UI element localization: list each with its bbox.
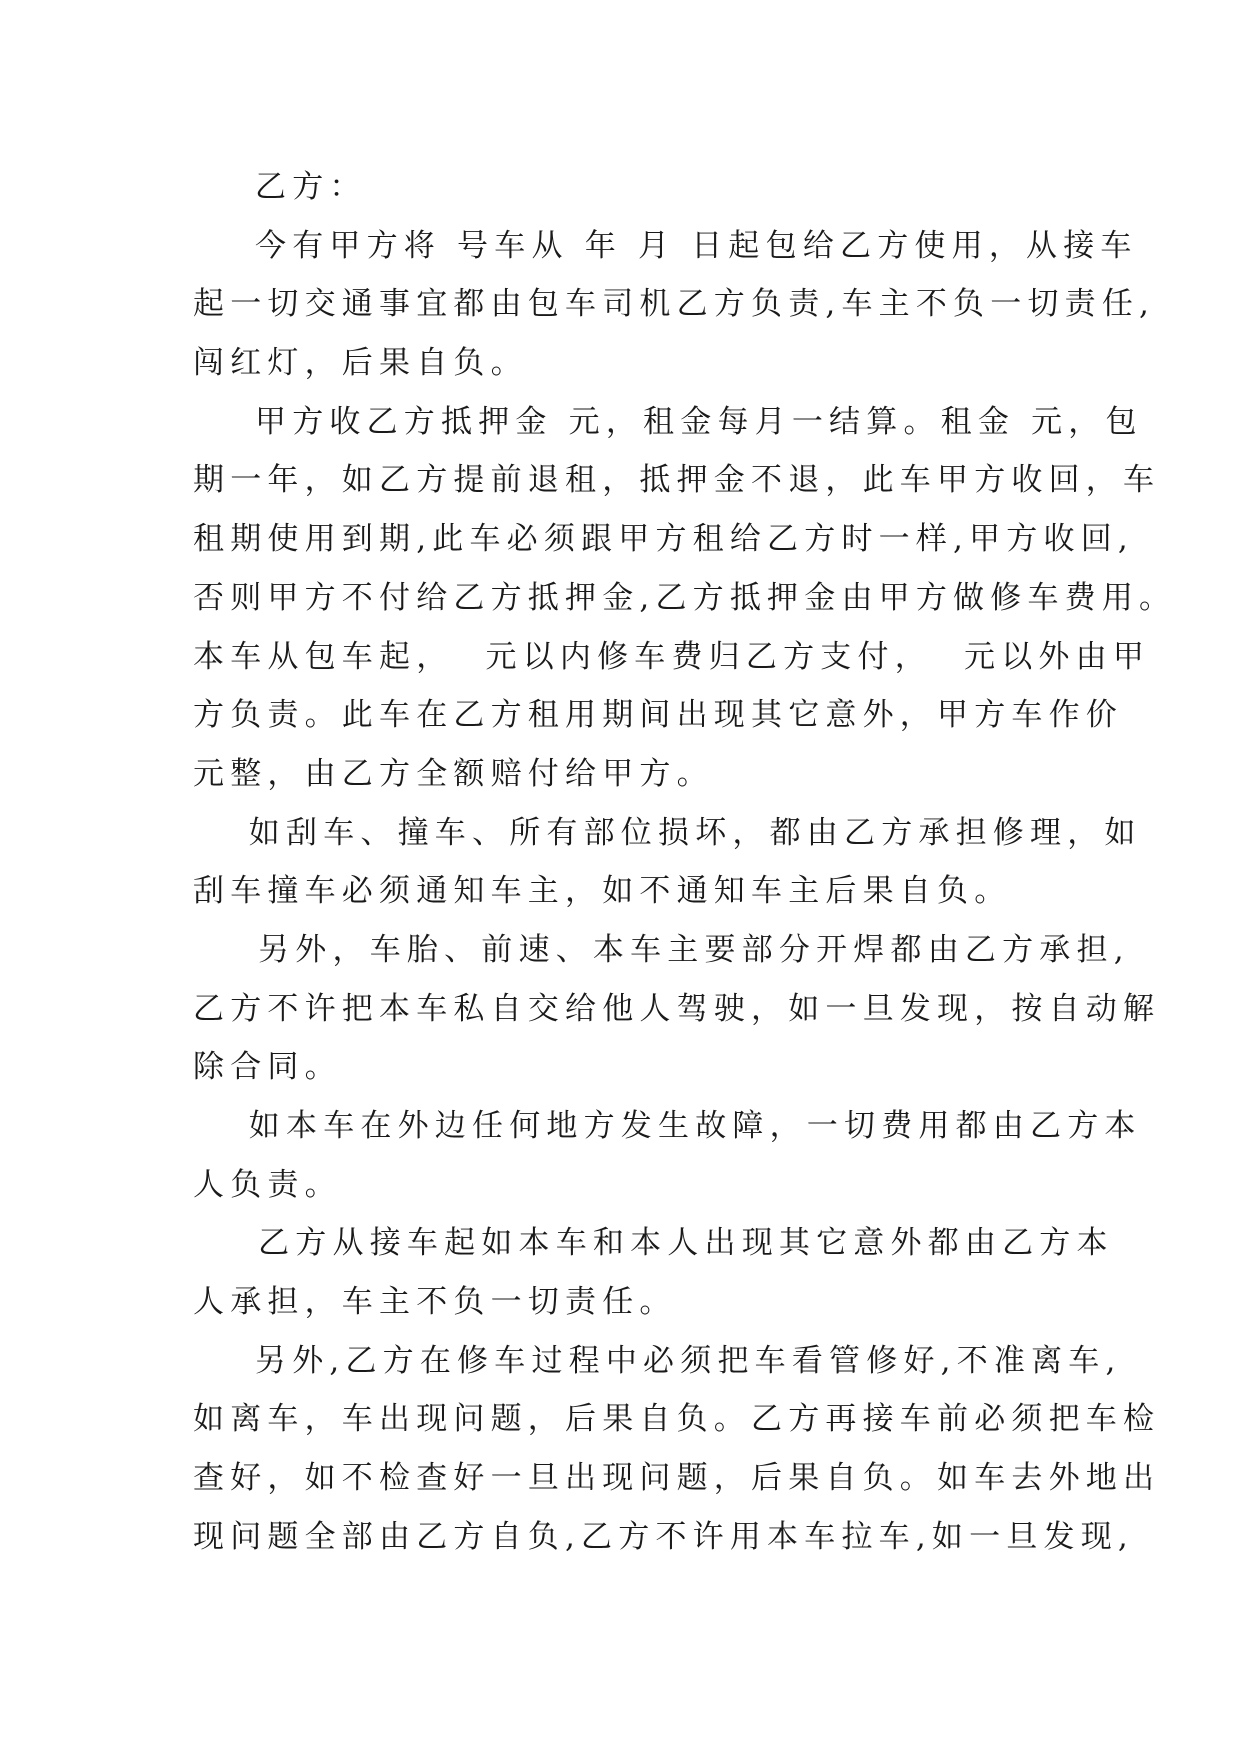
- text-line: 另外，车胎、前速、本车主要部分开焊都由乙方承担,: [258, 931, 1130, 968]
- text-line: 乙方从接车起如本车和本人出现其它意外都由乙方本: [258, 1225, 1114, 1262]
- text-line: 现问题全部由乙方自负,乙方不许用本车拉车,如一旦发现,: [193, 1518, 1134, 1555]
- text-line: 期一年，如乙方提前退租，抵押金不退，此车甲方收回，车: [193, 462, 1161, 499]
- text-line: 起一切交通事宜都由包车司机乙方负责,车主不负一切责任,: [193, 286, 1156, 323]
- text-line: 乙方：: [255, 169, 367, 205]
- text-line: 另外,乙方在修车过程中必须把车看管修好,不准离车,: [255, 1342, 1122, 1379]
- text-line: 本车从包车起， 元以内修车费归乙方支付， 元以外由甲: [193, 638, 1151, 675]
- text-line: 除合同。: [193, 1049, 342, 1086]
- text-line: 闯红灯，后果自负。: [193, 345, 528, 382]
- text-line: 元整，由乙方全额赔付给甲方。: [193, 755, 714, 792]
- text-line: 方负责。此车在乙方租用期间出现其它意外，甲方车作价: [193, 697, 1123, 734]
- text-line: 如刮车、撞车、所有部位损坏，都由乙方承担修理，如: [248, 814, 1142, 851]
- text-line: 乙方不许把本车私自交给他人驾驶，如一旦发现，按自动解: [193, 990, 1161, 1027]
- text-line: 否则甲方不付给乙方抵押金,乙方抵押金由甲方做修车费用。: [193, 579, 1177, 616]
- text-line: 人承担，车主不负一切责任。: [193, 1284, 677, 1321]
- text-line: 如离车，车出现问题，后果自负。乙方再接车前必须把车检: [193, 1401, 1161, 1438]
- text-line: 刮车撞车必须通知车主，如不通知车主后果自负。: [193, 873, 1012, 910]
- text-line: 租期使用到期,此车必须跟甲方租给乙方时一样,甲方收回,: [193, 521, 1134, 558]
- text-line: 甲方收乙方抵押金 元，租金每月一结算。租金 元，包: [255, 403, 1143, 440]
- text-line: 如本车在外边任何地方发生故障，一切费用都由乙方本: [248, 1108, 1142, 1144]
- text-line: 今有甲方将 号车从 年 月 日起包给乙方使用，从接车: [255, 227, 1138, 264]
- contract-body: [193, 158, 1177, 1567]
- text-line: 人负责。: [193, 1166, 342, 1203]
- text-line: 查好，如不检查好一旦出现问题，后果自负。如车去外地出: [193, 1460, 1161, 1497]
